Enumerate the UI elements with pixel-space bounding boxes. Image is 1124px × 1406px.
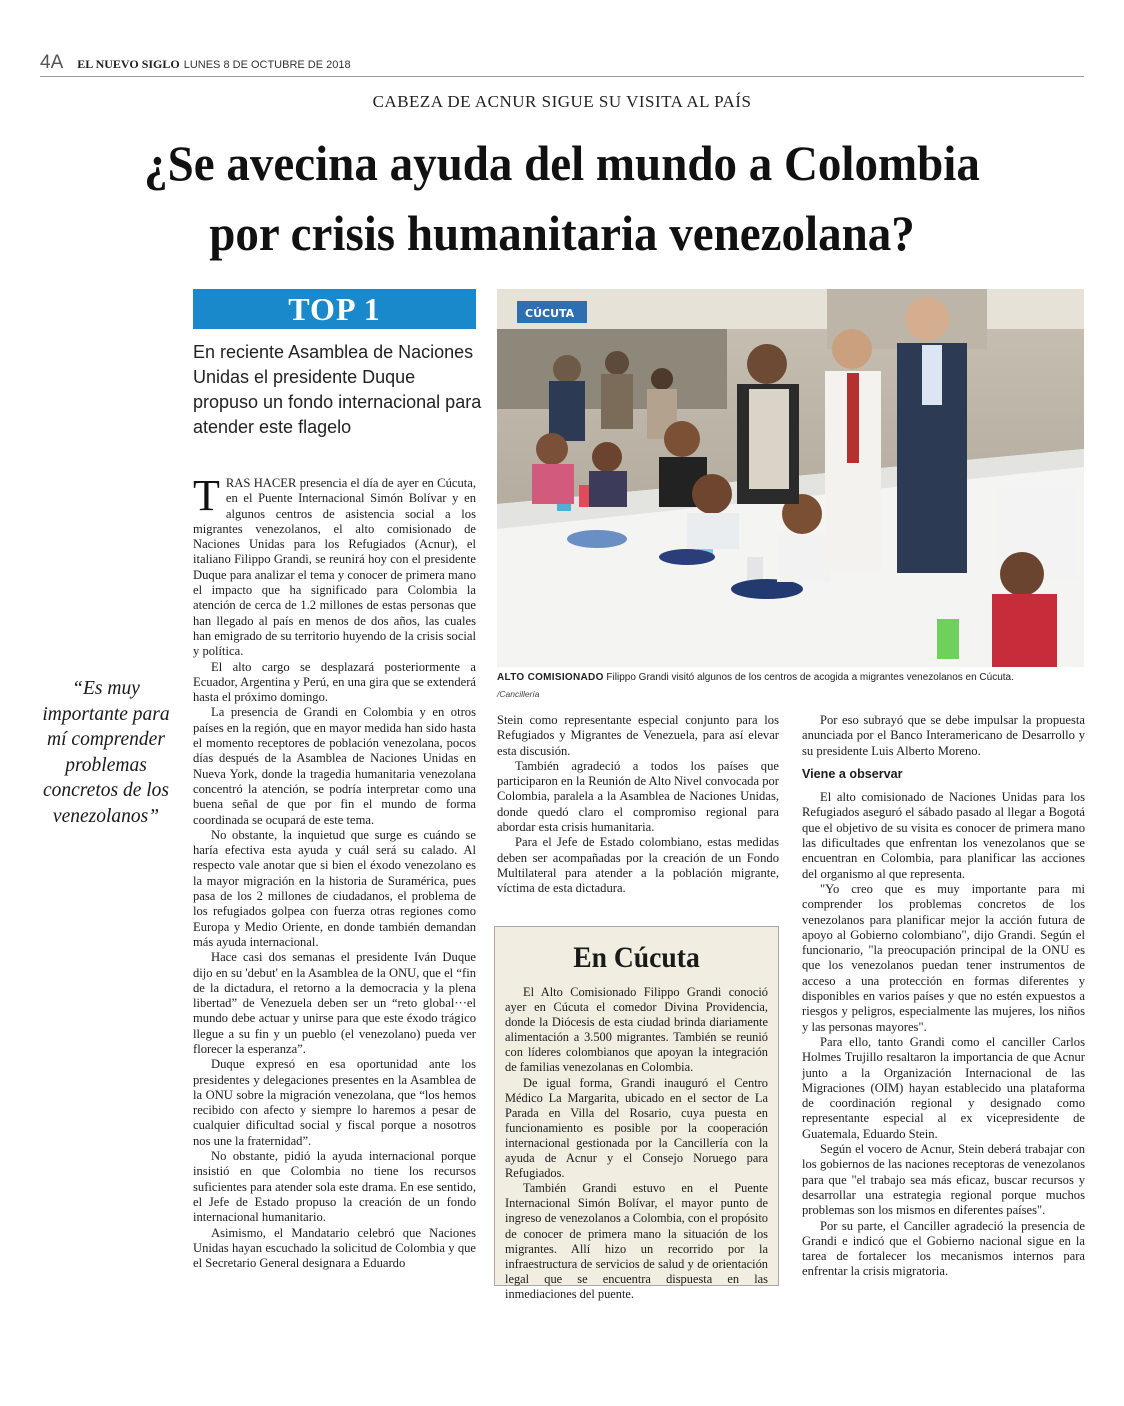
- headline-line-1: ¿Se avecina ayuda del mundo a Colombia: [144, 135, 980, 191]
- top-label: TOP 1: [288, 290, 381, 327]
- sidebar-paragraph: El Alto Comisionado Filippo Grandi conoció ayer en Cúcuta el comedor Divina Providencia, donde la Diócesis de esta ciudad brinda diariamente alimentación a 3.500 migrantes. También se reunió con líderes colombianos que apoyan la integración de familias venezolanas en Colombia.: [505, 985, 768, 1075]
- lead-paragraph: [193, 471, 476, 660]
- article-photo: [497, 289, 1084, 667]
- headline: [71, 128, 1052, 268]
- article-column-2: [497, 713, 779, 897]
- article-column-1: [193, 471, 476, 1271]
- sidebar-title: En Cúcuta: [573, 941, 700, 974]
- drop-cap: T: [193, 471, 220, 520]
- paragraph: La presencia de Grandi en Colombia y en otros países en la región, que en mayor medida han sido hasta el momento receptores de población venezolana, pocos días después de la Asamblea de Naciones Unidas en Nueva York, donde la tragedia humanitaria venezolana concentró la atención, se podría interpretar como una buena señal de que por fin el mundo de forma coordinada se ocupará de este tema.: [193, 705, 476, 827]
- top-label-box: [193, 289, 476, 329]
- paragraph: Según el vocero de Acnur, Stein deberá trabajar con los gobiernos de las naciones receptoras de venezolanos para que "el trabajo sea más eficaz, buscar recursos y desarrollar una estrategia regional porque muchos problemas son los mismos en diferentes países".: [802, 1142, 1085, 1218]
- paper-name: EL NUEVO SIGLO: [77, 57, 180, 71]
- caption-text: Filippo Grandi visitó algunos de los centros de acogida a migrantes venezolanos en Cúcuta.: [603, 672, 1014, 683]
- page-number: 4A: [40, 52, 64, 73]
- paragraph: Hace casi dos semanas el presidente Iván Duque dijo en su 'debut' en la Asamblea de la ONU, que el “fin de la dictadura, el retorno a la democracia y la plena libertad” de Venezuela deben ser un “reto global···el mundo debe actuar y unirse para que este éxodo trágico llegue a su fin y un pueblo (el venezolano) pueda ver florecer la esperanza”.: [193, 950, 476, 1056]
- subtitle: En reciente Asamblea de Naciones Unidas el presidente Duque propuso un fondo internacional para atender este flagelo: [193, 342, 482, 437]
- masthead: [40, 52, 1084, 77]
- headline-line-2: por crisis humanitaria venezolana?: [209, 205, 915, 261]
- paragraph: No obstante, la inquietud que surge es cuándo se haría efectiva esta ayuda y cuál será su calado. Al respecto vale anotar que si bien el éxodo venezolano es la mayor migración en la historia de Suramérica, pues pasa de los 2 millones de ciudadanos, el problema de los refugiados golpea con fuerza otras regiones como Europa y Medio Oriente, en donde también demandan más ayuda internacional.: [193, 827, 476, 949]
- photo-illustration: [497, 289, 1084, 667]
- paragraph: Stein como representante especial conjunto para los Refugiados y Migrantes de Venezuela, para así elevar esta discusión.: [497, 713, 779, 758]
- paragraph: Para el Jefe de Estado colombiano, estas medidas deben ser acompañadas por la creación de un Fondo Multilateral para atender a la población migrante, víctima de esta dictadura.: [497, 835, 779, 896]
- paragraph: Asimismo, el Mandatario celebró que Naciones Unidas hayan escuchado la solicitud de Colombia y que el Secretario General designara a Eduardo: [193, 1225, 476, 1271]
- paragraph: Por su parte, el Canciller agradeció la presencia de Grandi e indicó que el Gobierno nacional sigue en la tarea de fortalecer los mecanismos internos para enfrentar la crisis migratoria.: [802, 1218, 1085, 1279]
- paragraph: No obstante, pidió la ayuda internacional porque insistió en que Colombia no tiene los recursos suficientes para atender sola este drama. En ese sentido, el Jefe de Estado propuso la creación de un fondo internacional humanitario.: [193, 1149, 476, 1225]
- photo-caption: [497, 672, 1097, 683]
- kicker: CABEZA DE ACNUR SIGUE SU VISITA AL PAÍS: [372, 92, 752, 111]
- sidebar-paragraph: De igual forma, Grandi inauguró el Centro Médico La Margarita, ubicado en el sector de La Parada en Villa del Rosario, cuya puesta en funcionamiento es posible por la cooperación internacional gestionada por la Cancillería con la ayuda de Acnur y el Consejo Noruego para Refugiados.: [505, 1075, 768, 1181]
- sidebar-body: [505, 985, 768, 1302]
- photo-credit: /Cancillería: [497, 689, 540, 699]
- caption-label: ALTO COMISIONADO: [497, 672, 604, 683]
- pull-quote: “Es muy importante para mí comprender problemas concretos de los venezolanos”: [42, 678, 170, 827]
- paragraph: Duque expresó en esa oportunidad ante los presidentes y delegaciones presentes en la Asamblea de la ONU sobre la migración venezolana, que “los hemos recibido con afecto y siempre lo haremos a pesar de cualquier dificultad social y fiscal porque a nosotros nos une la fraternidad”.: [193, 1057, 476, 1148]
- paragraph: También agradeció a todos los países que participaron en la Reunión de Alto Nivel convocada por Colombia, paralela a la Asamblea de Naciones Unidas, donde quedó claro el compromiso regional para abordar esta crisis humanitaria.: [497, 758, 779, 835]
- sidebar-box: [494, 926, 779, 1301]
- lead-caps: RAS HACER: [225, 476, 297, 490]
- issue-date: LUNES 8 DE OCTUBRE DE 2018: [183, 59, 351, 71]
- article-column-3: [802, 713, 1085, 1280]
- paragraph: El alto comisionado de Naciones Unidas para los Refugiados aseguró el sábado pasado al llegar a Bogotá que el objetivo de su visita es conocer de primera mano las dificultades que enfrentan los venezolanos que se encuentran en Colombia, para planificar las acciones del organismo al que representa.: [802, 790, 1085, 881]
- paragraph: Para ello, tanto Grandi como el canciller Carlos Holmes Trujillo resaltaron la importancia de que Acnur junto a la Organización Internacional de las Migraciones (OIM) hayan establecido una plataforma de coordinación regional y designado como representante especial al ex vicepresidente de Guatemala, Eduardo Stein.: [802, 1034, 1085, 1141]
- paragraph: "Yo creo que es muy importante para mi comprender los problemas concretos de los venezolanos para planificar mejor la acción futura de apoyo al Gobierno colombiano", dijo Grandi. Según el funcionario, "la preocupación principal de la ONU es que los venezolanos puedan tener instrumentos de acceso a una protección en formas diferentes y disponibles en varios países y que no estén expuestos a riesgos y peligros, especialmente las mujeres, los niños y las personas mayores".: [802, 881, 1085, 1034]
- sidebar-paragraph: También Grandi estuvo en el Puente Internacional Simón Bolívar, el mayor punto de ingreso de venezolanos a Colombia, con el propósito de conocer de primera mano la situación de los migrantes. Allí hizo un recorrido por la infraestructura de servicios de salud y de orientación legal que se encuentra dispuesta en las inmediaciones del puente.: [505, 1181, 768, 1301]
- photo-sign-text: CÚCUTA: [525, 307, 575, 320]
- section-subhead: Viene a observar: [802, 766, 903, 781]
- paragraph: Por eso subrayó que se debe impulsar la propuesta anunciada por el Banco Interamericano de Desarrollo y su presidente Luis Alberto Moreno.: [802, 713, 1085, 758]
- paragraph: El alto cargo se desplazará posteriormente a Ecuador, Argentina y Perú, en una gira que se extenderá hasta el próximo domingo.: [193, 659, 476, 705]
- lead-text: presencia el día de ayer en Cúcuta, en el Puente Internacional Simón Bolívar y en algunos centros de asistencia social a los migrantes venezolanos, el alto comisionado de Naciones Unidas para los Refugiados (Acnur), el italiano Filippo Grandi, se reunirá hoy con el presidente Duque para analizar el tema y conocer de primera mano el impacto que ha significado para Colombia la atención de cerca de 1.2 millones de estas personas que han llegado al país en menos de dos años, las cuales han emigrado de su territorio huyendo de la crisis social y política.: [193, 476, 476, 659]
